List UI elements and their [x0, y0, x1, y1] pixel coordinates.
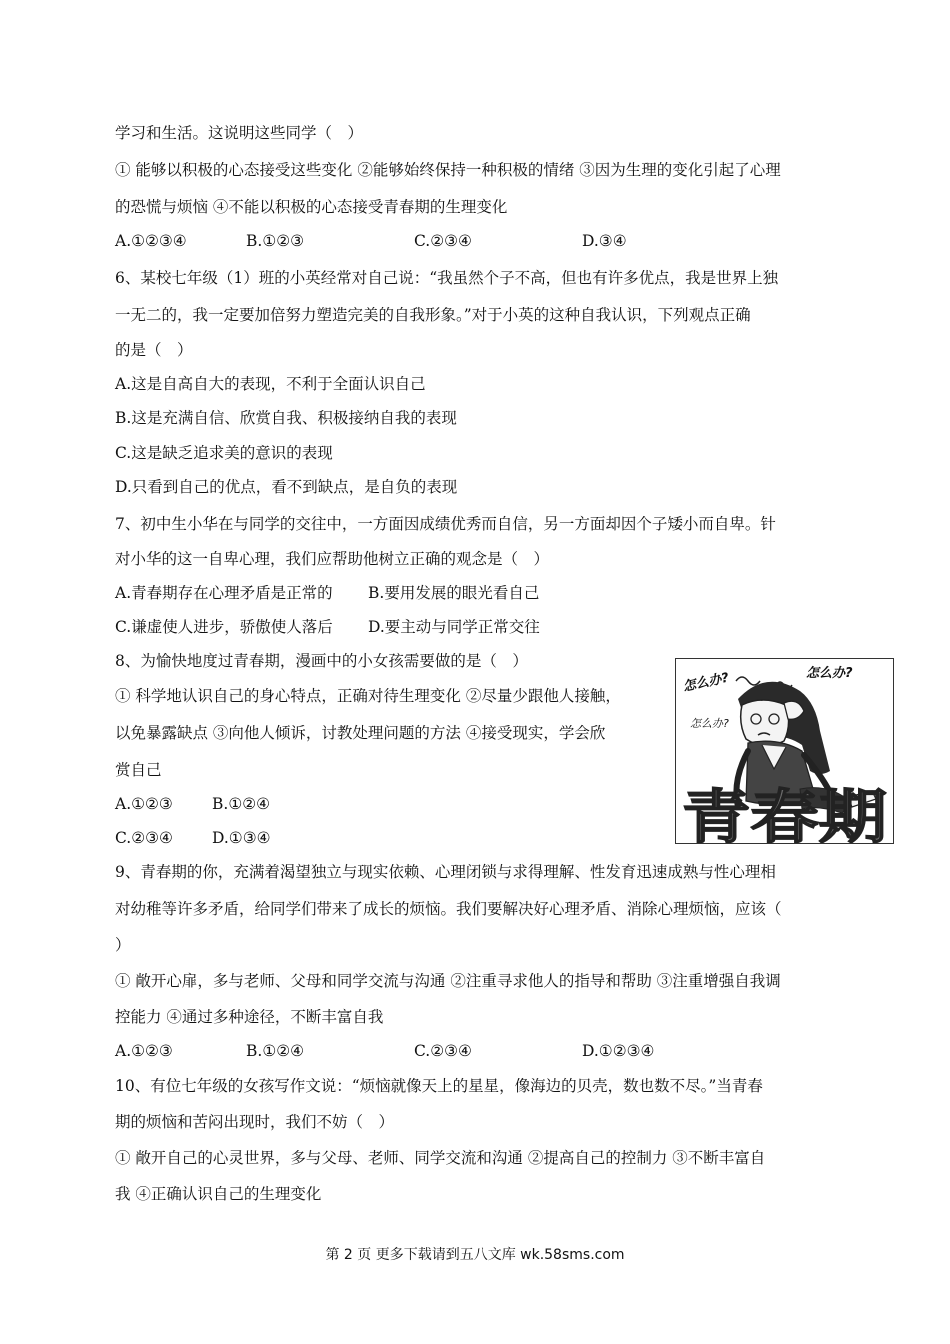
q7-stem-line: 7、初中生小华在与同学的交往中，一方面因成绩优秀而自信，另一方面却因个子矮小而自卑。针 — [115, 515, 776, 533]
q9-statement-line: ① 敞开心扉，多与老师、父母和同学交流与沟通 ②注重寻求他人的指导和帮助 ③注重增强自我调 — [115, 972, 781, 990]
q6-stem-line: 的是（ ） — [115, 341, 193, 359]
q7-option-a: A.青春期存在心理矛盾是正常的 — [115, 584, 333, 602]
q9-stem-line: ） — [115, 936, 131, 954]
q8-option-c: C.②③④ — [115, 829, 173, 847]
q5-option-c: C.②③④ — [414, 232, 472, 250]
q6-option-d: D.只看到自己的优点，看不到缺点，是自负的表现 — [115, 478, 458, 496]
q9-stem-line: 对幼稚等许多矛盾，给同学们带来了成长的烦恼。我们要解决好心理矛盾、消除心理烦恼，应该（ — [115, 900, 782, 918]
q8-option-a: A.①②③ — [115, 795, 173, 813]
q7-option-c: C.谦虚使人进步，骄傲使人落后 — [115, 618, 333, 636]
q7-option-d: D.要主动与同学正常交往 — [368, 618, 540, 636]
q9-option-a: A.①②③ — [115, 1042, 173, 1060]
scribble-line — [736, 677, 760, 685]
page-footer: 第 2 页 更多下载请到五八文库 wk.58sms.com — [325, 1247, 625, 1263]
caption-3: 怎么办? — [690, 717, 729, 730]
q6-stem-line: 6、某校七年级（1）班的小英经常对自己说：“我虽然个子不高，但也有许多优点，我是世界上独 — [115, 269, 779, 287]
q6-option-c: C.这是缺乏追求美的意识的表现 — [115, 444, 333, 462]
q9-option-c: C.②③④ — [414, 1042, 472, 1060]
caption-1: 怎么办? — [681, 670, 731, 695]
q6-option-a: A.这是自高自大的表现，不利于全面认识自己 — [115, 375, 426, 393]
q5-statement-line: 的恐慌与烦恼 ④不能以积极的心态接受青春期的生理变化 — [115, 198, 508, 216]
caption-2: 怎么办? — [806, 666, 853, 681]
cartoon-drawing — [676, 659, 893, 843]
q8-statement-line: ① 科学地认识自己的身心特点，正确对待生理变化 ②尽量少跟他人接触， — [115, 687, 621, 705]
q8-option-b: B.①②④ — [212, 795, 271, 813]
face-shape — [741, 700, 789, 746]
q5-option-d: D.③④ — [582, 232, 627, 250]
q6-stem-line: 一无二的，我一定要加倍努力塑造完美的自我形象。”对于小英的这种自我认识，下列观点正确 — [115, 306, 751, 324]
banner-text: 青春期 — [682, 783, 887, 843]
q9-option-d: D.①②③④ — [582, 1042, 655, 1060]
q7-option-b: B.要用发展的眼光看自己 — [368, 584, 540, 602]
q8-stem: 8、为愉快地度过青春期，漫画中的小女孩需要做的是（ ） — [115, 652, 528, 670]
q9-option-b: B.①②④ — [246, 1042, 305, 1060]
q7-stem-line: 对小华的这一自卑心理，我们应帮助他树立正确的观念是（ ） — [115, 550, 550, 568]
q6-option-b: B.这是充满自信、欣赏自我、积极接纳自我的表现 — [115, 409, 457, 427]
q10-stem-line: 10、有位七年级的女孩写作文说：“烦恼就像天上的星星，像海边的贝壳，数也数不尽。”当青春 — [115, 1077, 763, 1095]
q8-statement-line: 赏自己 — [115, 761, 162, 779]
q10-stem-line: 期的烦恼和苦闷出现时，我们不妨（ ） — [115, 1113, 395, 1131]
q9-stem-line: 9、青春期的你，充满着渴望独立与现实依赖、心理闭锁与求得理解、性发育迅速成熟与性心理相 — [115, 863, 776, 881]
cartoon-illustration — [675, 658, 894, 844]
q10-statement-line: ① 敞开自己的心灵世界，多与父母、老师、同学交流和沟通 ②提高自己的控制力 ③不断丰富自 — [115, 1149, 766, 1167]
q5-stem: 学习和生活。这说明这些同学（ ） — [115, 124, 364, 142]
q10-statement-line: 我 ④正确认识自己的生理变化 — [115, 1185, 322, 1203]
q8-statement-line: 以免暴露缺点 ③向他人倾诉，讨教处理问题的方法 ④接受现实，学会欣 — [115, 724, 606, 742]
q9-statement-line: 控能力 ④通过多种途径，不断丰富自我 — [115, 1008, 384, 1026]
q8-option-d: D.①③④ — [212, 829, 271, 847]
q5-statement-line: ① 能够以积极的心态接受这些变化 ②能够始终保持一种积极的情绪 ③因为生理的变化引起了心理 — [115, 161, 781, 179]
q5-option-a: A.①②③④ — [115, 232, 187, 250]
q5-option-b: B.①②③ — [246, 232, 305, 250]
